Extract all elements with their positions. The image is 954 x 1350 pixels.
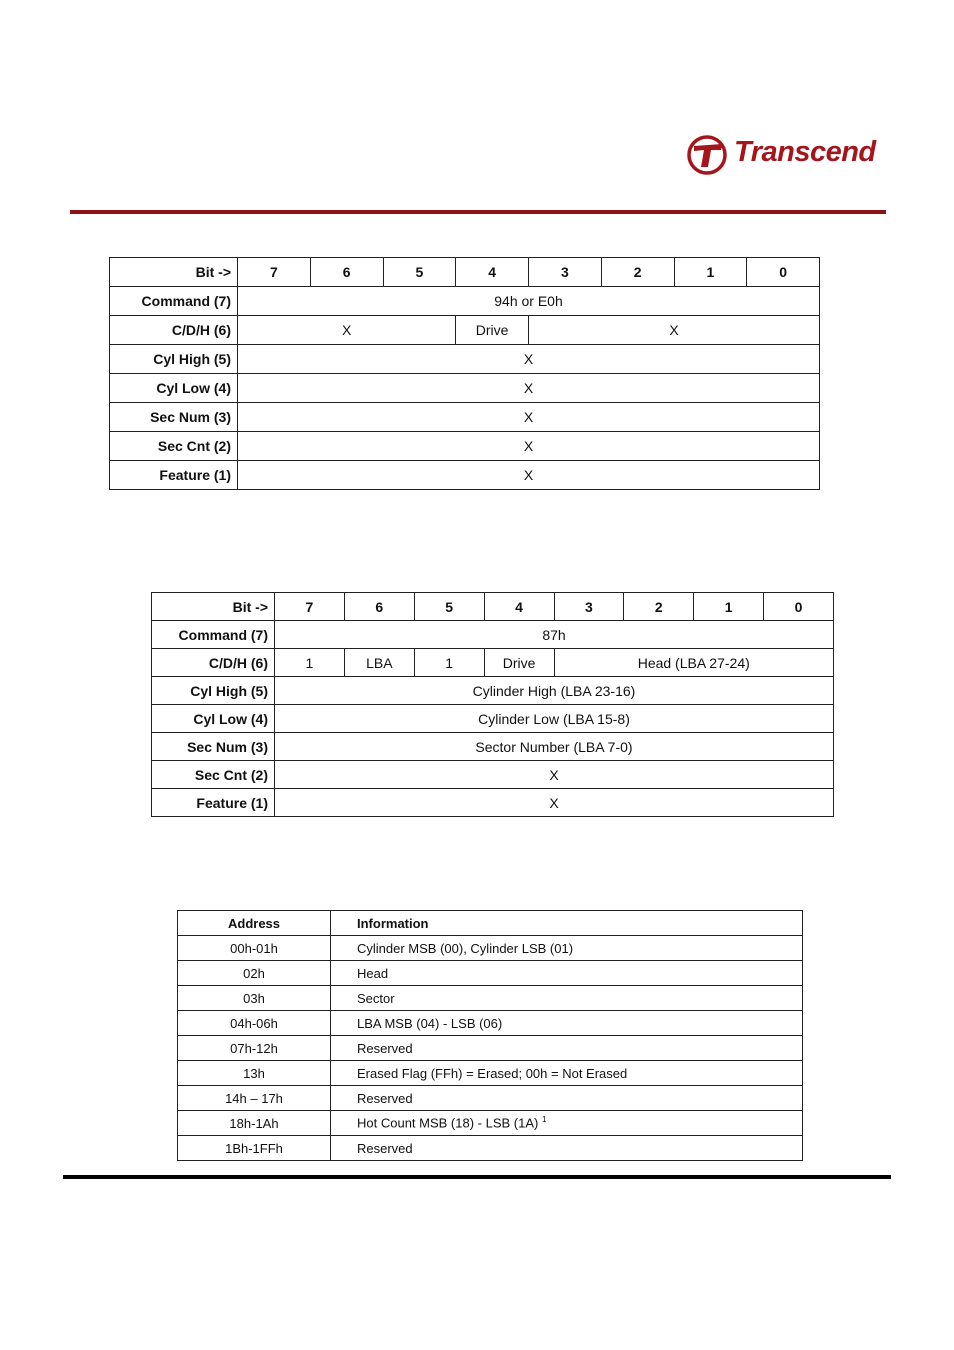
sec-cnt-value: X <box>275 761 834 789</box>
sec-cnt-value: X <box>238 432 820 461</box>
table-row <box>110 461 820 490</box>
feature-label: Feature (1) <box>152 789 275 817</box>
table-row <box>178 986 803 1011</box>
table-row <box>110 316 820 345</box>
cyl-low-value: Cylinder Low (LBA 15-8) <box>275 705 834 733</box>
table-row <box>152 621 834 649</box>
cdh-bit7: 1 <box>275 649 345 677</box>
table-header-row <box>178 911 803 936</box>
cdh-drive: Drive <box>456 316 529 345</box>
table-row <box>110 374 820 403</box>
sec-num-label: Sec Num (3) <box>152 733 275 761</box>
cyl-low-label: Cyl Low (4) <box>152 705 275 733</box>
cdh-bit5: 1 <box>414 649 484 677</box>
bit-3: 3 <box>554 593 624 621</box>
info-cell <box>331 1111 803 1136</box>
bit-4: 4 <box>456 258 529 287</box>
cdh-high-bits: X <box>238 316 456 345</box>
table-row <box>178 1061 803 1086</box>
table-row <box>152 705 834 733</box>
table-row <box>110 403 820 432</box>
header-rule <box>70 210 886 214</box>
table-row <box>152 677 834 705</box>
table-row <box>178 1086 803 1111</box>
bit-2: 2 <box>624 593 694 621</box>
table-row <box>110 287 820 316</box>
sec-cnt-label: Sec Cnt (2) <box>110 432 238 461</box>
address-header: Address <box>178 911 331 936</box>
sec-num-label: Sec Num (3) <box>110 403 238 432</box>
information-header: Information <box>331 911 803 936</box>
table-row <box>152 593 834 621</box>
cyl-high-label: Cyl High (5) <box>110 345 238 374</box>
table-row <box>178 1111 803 1136</box>
bit-5: 5 <box>383 258 456 287</box>
table-row <box>152 649 834 677</box>
address-info-table <box>177 910 803 1161</box>
bit-3: 3 <box>529 258 602 287</box>
address-cell: 04h-06h <box>178 1011 331 1036</box>
transcend-logo-icon <box>686 134 730 176</box>
command-value: 87h <box>275 621 834 649</box>
feature-value: X <box>238 461 820 490</box>
table-row <box>152 789 834 817</box>
cdh-drive: Drive <box>484 649 554 677</box>
info-cell: Reserved <box>331 1086 803 1111</box>
address-cell: 00h-01h <box>178 936 331 961</box>
footnote-marker: 1 <box>541 1115 547 1125</box>
bit-header-label: Bit -> <box>152 593 275 621</box>
bit-4: 4 <box>484 593 554 621</box>
bit-header-label: Bit -> <box>110 258 238 287</box>
info-cell: Sector <box>331 986 803 1011</box>
table-row <box>178 1011 803 1036</box>
cyl-high-value: Cylinder High (LBA 23-16) <box>275 677 834 705</box>
info-cell: Erased Flag (FFh) = Erased; 00h = Not Erased <box>331 1061 803 1086</box>
register-table-2 <box>151 592 834 817</box>
bit-6: 6 <box>310 258 383 287</box>
bit-1: 1 <box>674 258 747 287</box>
cyl-low-value: X <box>238 374 820 403</box>
info-cell: LBA MSB (04) - LSB (06) <box>331 1011 803 1036</box>
cdh-label: C/D/H (6) <box>152 649 275 677</box>
info-cell: Head <box>331 961 803 986</box>
address-cell: 14h – 17h <box>178 1086 331 1111</box>
table-row <box>152 761 834 789</box>
bit-0: 0 <box>747 258 820 287</box>
footer-rule <box>63 1175 891 1179</box>
bit-2: 2 <box>601 258 674 287</box>
info-text: Hot Count MSB (18) - LSB (1A) <box>357 1115 539 1131</box>
address-cell: 13h <box>178 1061 331 1086</box>
table-row <box>110 345 820 374</box>
cdh-head: Head (LBA 27-24) <box>554 649 834 677</box>
command-value: 94h or E0h <box>238 287 820 316</box>
address-cell: 07h-12h <box>178 1036 331 1061</box>
brand-name: Transcend <box>734 136 876 168</box>
bit-5: 5 <box>414 593 484 621</box>
cyl-high-label: Cyl High (5) <box>152 677 275 705</box>
cdh-low-bits: X <box>529 316 820 345</box>
sec-cnt-label: Sec Cnt (2) <box>152 761 275 789</box>
bit-7: 7 <box>238 258 311 287</box>
transcend-logo <box>686 134 882 176</box>
register-table-1 <box>109 257 820 490</box>
bit-6: 6 <box>344 593 414 621</box>
bit-7: 7 <box>275 593 345 621</box>
table-row <box>178 1136 803 1161</box>
info-cell: Reserved <box>331 1136 803 1161</box>
info-cell: Cylinder MSB (00), Cylinder LSB (01) <box>331 936 803 961</box>
bit-1: 1 <box>694 593 764 621</box>
cdh-lba: LBA <box>344 649 414 677</box>
cyl-low-label: Cyl Low (4) <box>110 374 238 403</box>
table-row <box>152 733 834 761</box>
command-label: Command (7) <box>110 287 238 316</box>
cyl-high-value: X <box>238 345 820 374</box>
address-cell: 02h <box>178 961 331 986</box>
feature-value: X <box>275 789 834 817</box>
table-row <box>178 961 803 986</box>
address-cell: 03h <box>178 986 331 1011</box>
command-label: Command (7) <box>152 621 275 649</box>
sec-num-value: Sector Number (LBA 7-0) <box>275 733 834 761</box>
info-cell: Reserved <box>331 1036 803 1061</box>
table-row <box>110 432 820 461</box>
table-row <box>178 1036 803 1061</box>
address-cell: 1Bh-1FFh <box>178 1136 331 1161</box>
feature-label: Feature (1) <box>110 461 238 490</box>
table-row <box>178 936 803 961</box>
table-row <box>110 258 820 287</box>
address-cell: 18h-1Ah <box>178 1111 331 1136</box>
bit-0: 0 <box>764 593 834 621</box>
sec-num-value: X <box>238 403 820 432</box>
cdh-label: C/D/H (6) <box>110 316 238 345</box>
